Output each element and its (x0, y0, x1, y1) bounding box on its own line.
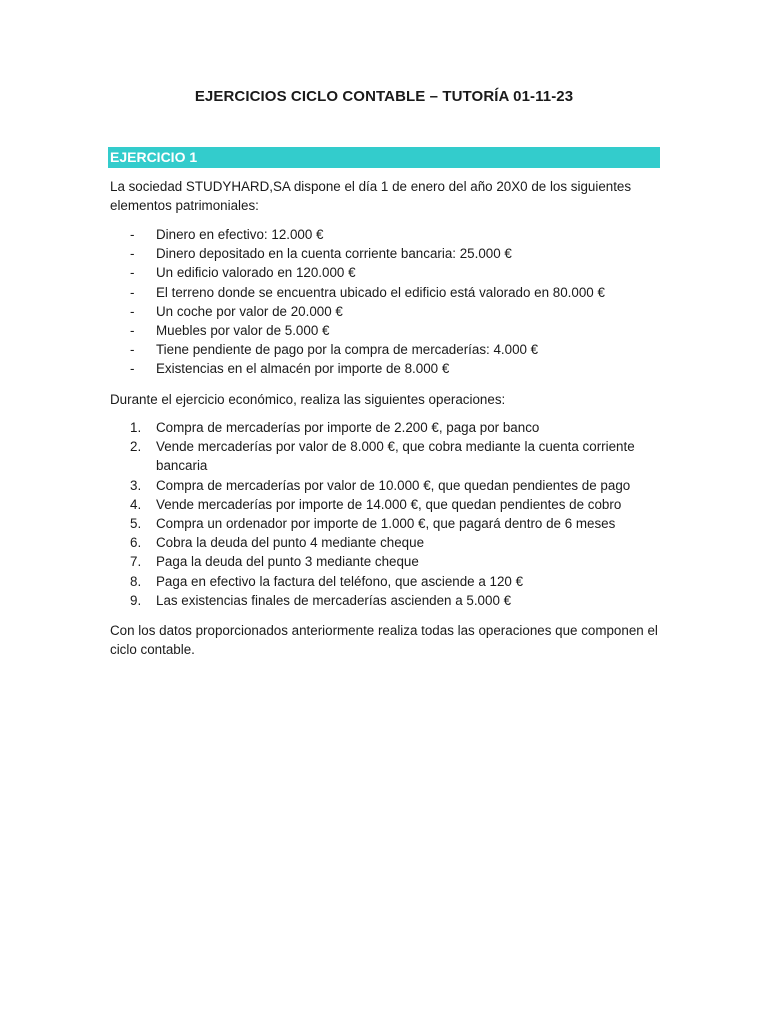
bullet-marker: - (130, 303, 135, 319)
list-item-text: Compra de mercaderías por importe de 2.200 €, paga por banco (156, 420, 540, 435)
bullet-marker: - (130, 342, 135, 358)
list-number: 8. (130, 573, 142, 589)
list-item-text: Las existencias finales de mercaderías ascienden a 5.000 € (156, 592, 512, 608)
list-number: 6. (130, 535, 142, 551)
list-item-text: El terreno donde se encuentra ubicado el edificio está valorado en 80.000 € (156, 284, 605, 300)
operations-intro-paragraph: Durante el ejercicio económico, realiza las siguientes operaciones: (110, 392, 506, 407)
list-item (130, 225, 670, 244)
list-item (130, 359, 670, 378)
bullet-marker: - (130, 323, 135, 339)
bullet-marker: - (130, 265, 135, 281)
list-item-text: Vende mercaderías por importe de 14.000 €, que quedan pendientes de cobro (156, 496, 622, 512)
list-item-text: Un edificio valorado en 120.000 € (156, 265, 356, 281)
closing-paragraph: Con los datos proporcionados anteriormente realiza todas las operaciones que componen el ciclo contable. (110, 623, 658, 658)
bullet-marker: - (130, 284, 135, 300)
list-number: 2. (130, 439, 142, 455)
list-item-text: Paga en efectivo la factura del teléfono, que asciende a 120 € (156, 573, 524, 589)
bullet-marker: - (130, 227, 135, 242)
list-item (130, 340, 670, 359)
list-item (130, 495, 670, 514)
list-number: 4. (130, 496, 142, 512)
list-item (130, 302, 670, 321)
section-header-exercise-1: EJERCICIO 1 (108, 147, 660, 168)
list-item (130, 283, 670, 302)
operations-list (130, 418, 670, 610)
intro-paragraph: La sociedad STUDYHARD,SA dispone el día 1 de enero del año 20X0 de los siguientes elementos patrimoniales: (110, 179, 632, 214)
list-item (130, 244, 670, 263)
list-number: 3. (130, 477, 142, 493)
list-item-text: Vende mercaderías por valor de 8.000 €, que cobra mediante la cuenta corriente bancaria (156, 439, 635, 474)
list-number: 1. (130, 420, 142, 435)
list-item-text: Un coche por valor de 20.000 € (156, 303, 343, 319)
list-item (130, 437, 670, 475)
document-title: EJERCICIOS CICLO CONTABLE – TUTORÍA 01-11-23 (194, 88, 574, 105)
bullet-marker: - (130, 246, 135, 262)
list-item-text: Dinero depositado en la cuenta corriente bancaria: 25.000 € (156, 246, 512, 262)
list-item (130, 572, 670, 591)
list-item-text: Compra un ordenador por importe de 1.000 €, que pagará dentro de 6 meses (156, 516, 616, 532)
list-item (130, 552, 670, 571)
list-item (130, 591, 670, 610)
list-item (130, 263, 670, 282)
list-item (130, 514, 670, 533)
list-number: 5. (130, 516, 142, 532)
list-item-text: Paga la deuda del punto 3 mediante cheque (156, 554, 419, 570)
list-item-text: Dinero en efectivo: 12.000 € (156, 227, 324, 242)
list-item-text: Muebles por valor de 5.000 € (156, 323, 330, 339)
list-item (130, 418, 670, 437)
list-item-text: Tiene pendiente de pago por la compra de mercaderías: 4.000 € (156, 342, 539, 358)
bullet-marker: - (130, 361, 135, 377)
list-item-text: Cobra la deuda del punto 4 mediante cheque (156, 535, 425, 551)
list-item-text: Compra de mercaderías por valor de 10.000 €, que quedan pendientes de pago (156, 477, 631, 493)
list-item (130, 533, 670, 552)
list-item-text: Existencias en el almacén por importe de 8.000 € (156, 361, 450, 377)
list-item (130, 476, 670, 495)
patrimonial-items-list (130, 225, 670, 379)
list-number: 9. (130, 592, 142, 608)
list-item (130, 321, 670, 340)
list-number: 7. (130, 554, 142, 570)
